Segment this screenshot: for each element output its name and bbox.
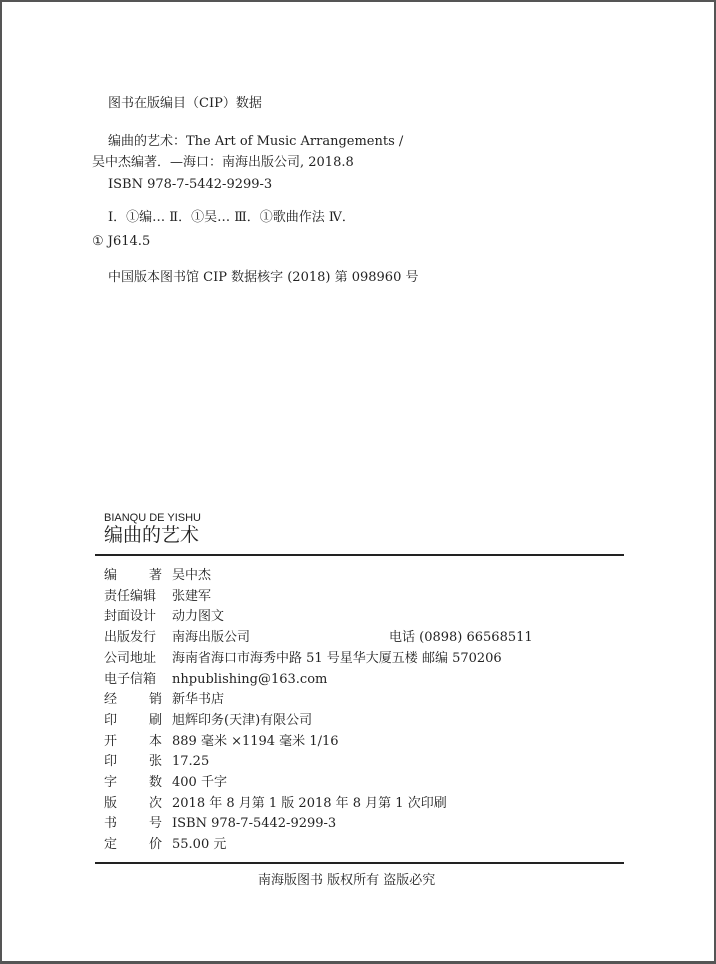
- label-part: 封面设计: [104, 609, 157, 625]
- detail-label: [104, 796, 162, 812]
- cip-title-line: 编曲的艺术：The Art of Music Arrangements /: [108, 134, 404, 149]
- label-part: 书: [104, 816, 118, 832]
- phone-number: 电话 (0898) 66568511: [389, 630, 533, 646]
- label-part: 印: [104, 712, 118, 728]
- label-part: 张: [148, 754, 162, 770]
- detail-value[interactable]: nhpublishing@163.com: [172, 671, 328, 687]
- detail-value: 889 毫米 ×1194 毫米 1/16: [172, 733, 339, 749]
- detail-value: 吴中杰: [172, 568, 212, 583]
- copyright-page: [2, 2, 714, 961]
- label-part: 责任编辑: [104, 588, 157, 604]
- detail-value: 南海出版公司: [172, 630, 251, 646]
- label-part: 销: [148, 692, 162, 708]
- detail-value: ISBN 978-7-5442-9299-3: [172, 816, 337, 832]
- detail-value: 400 千字: [172, 775, 227, 790]
- label-part: 号: [148, 816, 162, 832]
- cip-heading: 图书在版编目（CIP）数据: [108, 96, 262, 111]
- detail-label: [104, 609, 162, 625]
- detail-label: [104, 754, 162, 770]
- cip-author-publisher-line: 吴中杰编著．—海口：南海出版公司, 2018.8: [92, 155, 354, 170]
- detail-value: 17.25: [172, 754, 210, 770]
- detail-value: 海南省海口市海秀中路 51 号星华大厦五楼 邮编 570206: [172, 650, 502, 666]
- label-part: 电子信箱: [104, 671, 157, 687]
- detail-value: 张建军: [172, 588, 212, 604]
- label-part: 经: [104, 692, 118, 708]
- cip-classification: Ⅰ．①编… Ⅱ．①吴… Ⅲ．①歌曲作法 Ⅳ．: [108, 210, 355, 225]
- label-part: 著: [148, 568, 162, 583]
- book-title: 编曲的艺术: [104, 524, 200, 546]
- detail-label: [104, 775, 162, 791]
- detail-label: [104, 837, 162, 853]
- label-part: 数: [148, 775, 162, 790]
- detail-value: 动力图文: [172, 609, 225, 625]
- label-part: 版: [104, 795, 118, 811]
- detail-label: [104, 692, 162, 708]
- detail-value: 旭辉印务(天津)有限公司: [172, 712, 313, 728]
- detail-label: [104, 734, 162, 750]
- top-divider: [95, 554, 624, 556]
- detail-label: [104, 672, 162, 688]
- detail-label: [104, 816, 162, 832]
- detail-value: 新华书店: [172, 692, 225, 708]
- label-part: 出版发行: [104, 630, 157, 646]
- detail-value: 2018 年 8 月第 1 版 2018 年 8 月第 1 次印刷: [172, 795, 447, 811]
- detail-label: [104, 589, 162, 605]
- label-part: 刷: [148, 712, 162, 728]
- detail-label: [104, 651, 162, 667]
- label-part: 公司地址: [104, 650, 157, 666]
- cip-record-number: 中国版本图书馆 CIP 数据核字 (2018) 第 098960 号: [108, 270, 419, 285]
- label-part: 定: [104, 837, 118, 853]
- bottom-divider: [95, 862, 624, 864]
- cip-isbn: ISBN 978-7-5442-9299-3: [108, 177, 273, 192]
- cip-class-number: ① J614.5: [92, 234, 151, 249]
- label-part: 印: [104, 754, 118, 770]
- detail-label: [104, 568, 162, 584]
- label-part: 编: [104, 568, 118, 583]
- label-part: 次: [148, 795, 162, 811]
- detail-value: 55.00 元: [172, 837, 227, 853]
- label-part: 开: [104, 733, 118, 749]
- detail-label: [104, 630, 162, 646]
- copyright-notice: 南海版图书 版权所有 盗版必究: [258, 873, 436, 888]
- label-part: 价: [148, 837, 162, 853]
- detail-label: [104, 713, 162, 729]
- title-pinyin: BIANQU DE YISHU: [104, 512, 201, 524]
- label-part: 字: [104, 775, 118, 790]
- label-part: 本: [148, 733, 162, 749]
